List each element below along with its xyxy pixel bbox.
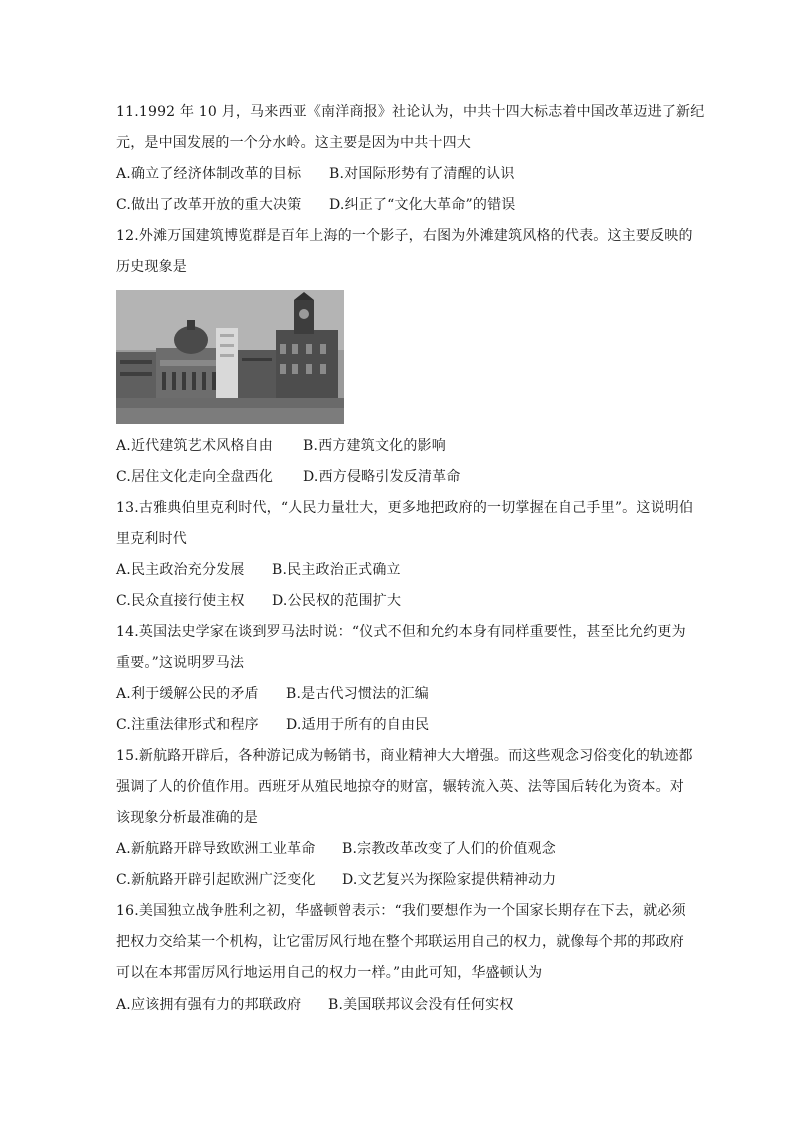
- q14-option-b: B.是古代习惯法的汇编: [286, 686, 429, 702]
- q11-option-b: B.对国际形势有了清醒的认识: [329, 166, 515, 182]
- bund-buildings-illustration: [116, 290, 344, 424]
- q13-stem-line-2: 里克利时代: [116, 531, 187, 547]
- q13-option-a: A.民主政治充分发展: [116, 562, 245, 578]
- q13-stem-line-1: 13.古雅典伯里克利时代，“人民力量壮大，更多地把政府的一切掌握在自己手里”。这说明伯: [116, 500, 694, 516]
- q12-stem-line-2: 历史现象是: [116, 259, 187, 275]
- q15-stem-line-3: 该现象分析最准确的是: [116, 810, 258, 826]
- q15-stem-line-1: 15.新航路开辟后，各种游记成为畅销书，商业精神大大增强。而这些观念习俗变化的轨迹都: [116, 748, 693, 764]
- q12-option-b: B.西方建筑文化的影响: [303, 438, 446, 454]
- q11-option-c: C.做出了改革开放的重大决策: [116, 197, 302, 213]
- q12-option-d: D.西方侵略引发反清革命: [303, 469, 461, 485]
- q14-option-a: A.利于缓解公民的矛盾: [116, 686, 259, 702]
- q14-option-d: D.适用于所有的自由民: [286, 717, 430, 733]
- q15-option-b: B.宗教改革改变了人们的价值观念: [342, 841, 556, 857]
- q16-stem-line-2: 把权力交给某一个机构，让它雷厉风行地在整个邦联运用自己的权力，就像每个邦的邦政府: [116, 934, 684, 950]
- q13-option-b: B.民主政治正式确立: [272, 562, 401, 578]
- q16-stem-line-3: 可以在本邦雷厉风行地运用自己的权力一样。”由此可知，华盛顿认为: [116, 965, 543, 981]
- q14-stem-line-1: 14.英国法史学家在谈到罗马法时说：“仪式不但和允约本身有同样重要性，甚至比允约更为: [116, 624, 686, 640]
- bund-buildings-photo: [116, 290, 344, 424]
- q15-option-a: A.新航路开辟导致欧洲工业革命: [116, 841, 316, 857]
- q15-stem-line-2: 强调了人的价值作用。西班牙从殖民地掠夺的财富，辗转流入英、法等国后转化为资本。对: [116, 779, 684, 795]
- q12-option-c: C.居住文化走向全盘西化: [116, 469, 274, 485]
- q16-option-a: A.应该拥有强有力的邦联政府: [116, 997, 302, 1013]
- q11-option-a: A.确立了经济体制改革的目标: [116, 166, 302, 182]
- q15-option-c: C.新航路开辟引起欧洲广泛变化: [116, 872, 316, 888]
- q11-stem-line-1: 11.1992 年 10 月，马来西亚《南洋商报》社论认为，中共十四大标志着中国改革迈进了新纪: [116, 104, 705, 120]
- q16-stem-line-1: 16.美国独立战争胜利之初，华盛顿曾表示：“我们要想作为一个国家长期存在下去，就必须: [116, 903, 686, 919]
- q11-option-d: D.纠正了“文化大革命”的错误: [329, 197, 516, 213]
- q13-option-c: C.民众直接行使主权: [116, 593, 245, 609]
- q16-option-b: B.美国联邦议会没有任何实权: [328, 997, 514, 1013]
- q14-stem-line-2: 重要。”这说明罗马法: [116, 655, 245, 671]
- q15-option-d: D.文艺复兴为探险家提供精神动力: [342, 872, 557, 888]
- q11-stem-line-2: 元，是中国发展的一个分水岭。这主要是因为中共十四大: [116, 135, 471, 151]
- q12-stem-line-1: 12.外滩万国建筑博览群是百年上海的一个影子，右图为外滩建筑风格的代表。这主要反映的: [116, 228, 693, 244]
- q12-option-a: A.近代建筑艺术风格自由: [116, 438, 273, 454]
- q14-option-c: C.注重法律形式和程序: [116, 717, 259, 733]
- q13-option-d: D.公民权的范围扩大: [272, 593, 402, 609]
